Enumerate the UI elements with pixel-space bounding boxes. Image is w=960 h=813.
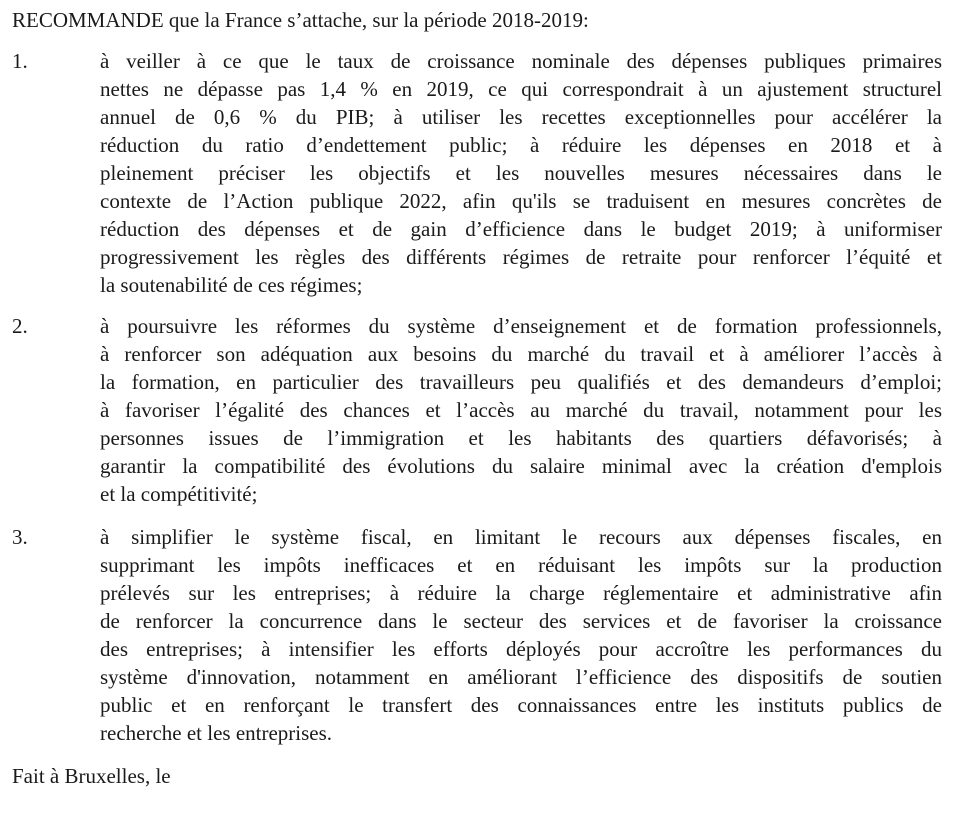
text-line: prélevés sur les entreprises; à réduire la charge réglementaire et administrative afin [100,581,942,605]
text-line: garantir la compatibilité des évolutions du salaire minimal avec la création d'emplois [100,454,942,478]
text-line: et la compétitivité; [100,482,258,506]
text-line: public et en renforçant le transfert des connaissances entre les instituts publics de [100,693,942,717]
item-number: 3. [12,525,28,549]
text-line: de renforcer la concurrence dans le secteur des services et de favoriser la croissance [100,609,942,633]
text-line: la soutenabilité de ces régimes; [100,273,363,297]
text-line: réduction des dépenses et de gain d’efficience dans le budget 2019; à uniformiser [100,217,942,241]
text-line: annuel de 0,6 % du PIB; à utiliser les recettes exceptionnelles pour accélérer la [100,105,942,129]
item-text [100,312,942,508]
text-line: supprimant les impôts inefficaces et en réduisant les impôts sur la production [100,553,942,577]
text-line: la formation, en particulier des travailleurs peu qualifiés et des demandeurs d’emploi; [100,370,942,394]
closing-line: Fait à Bruxelles, le [12,764,171,788]
recommendation-intro: RECOMMANDE que la France s’attache, sur la période 2018-2019: [12,8,589,32]
text-line: à poursuivre les réformes du système d’enseignement et de formation professionnels, [100,314,942,338]
text-line: à renforcer son adéquation aux besoins du marché du travail et à améliorer l’accès à [100,342,942,366]
text-line: contexte de l’Action publique 2022, afin qu'ils se traduisent en mesures concrètes de [100,189,942,213]
text-line: à favoriser l’égalité des chances et l’accès au marché du travail, notamment pour les [100,398,942,422]
text-line: progressivement les règles des différents régimes de retraite pour renforcer l’équité et [100,245,942,269]
item-number: 1. [12,49,28,73]
text-line: personnes issues de l’immigration et les habitants des quartiers défavorisés; à [100,426,942,450]
item-text [100,47,942,299]
text-line: à veiller à ce que le taux de croissance nominale des dépenses publiques primaires [100,49,942,73]
text-line: des entreprises; à intensifier les efforts déployés pour accroître les performances du [100,637,942,661]
text-line: à simplifier le système fiscal, en limitant le recours aux dépenses fiscales, en [100,525,942,549]
text-line: nettes ne dépasse pas 1,4 % en 2019, ce qui correspondrait à un ajustement structurel [100,77,942,101]
item-number: 2. [12,314,28,338]
text-line: système d'innovation, notamment en améliorant l’efficience des dispositifs de soutien [100,665,942,689]
text-line: recherche et les entreprises. [100,721,333,745]
item-text [100,523,942,747]
text-line: réduction du ratio d’endettement public; à réduire les dépenses en 2018 et à [100,133,942,157]
text-line: pleinement préciser les objectifs et les nouvelles mesures nécessaires dans le [100,161,942,185]
